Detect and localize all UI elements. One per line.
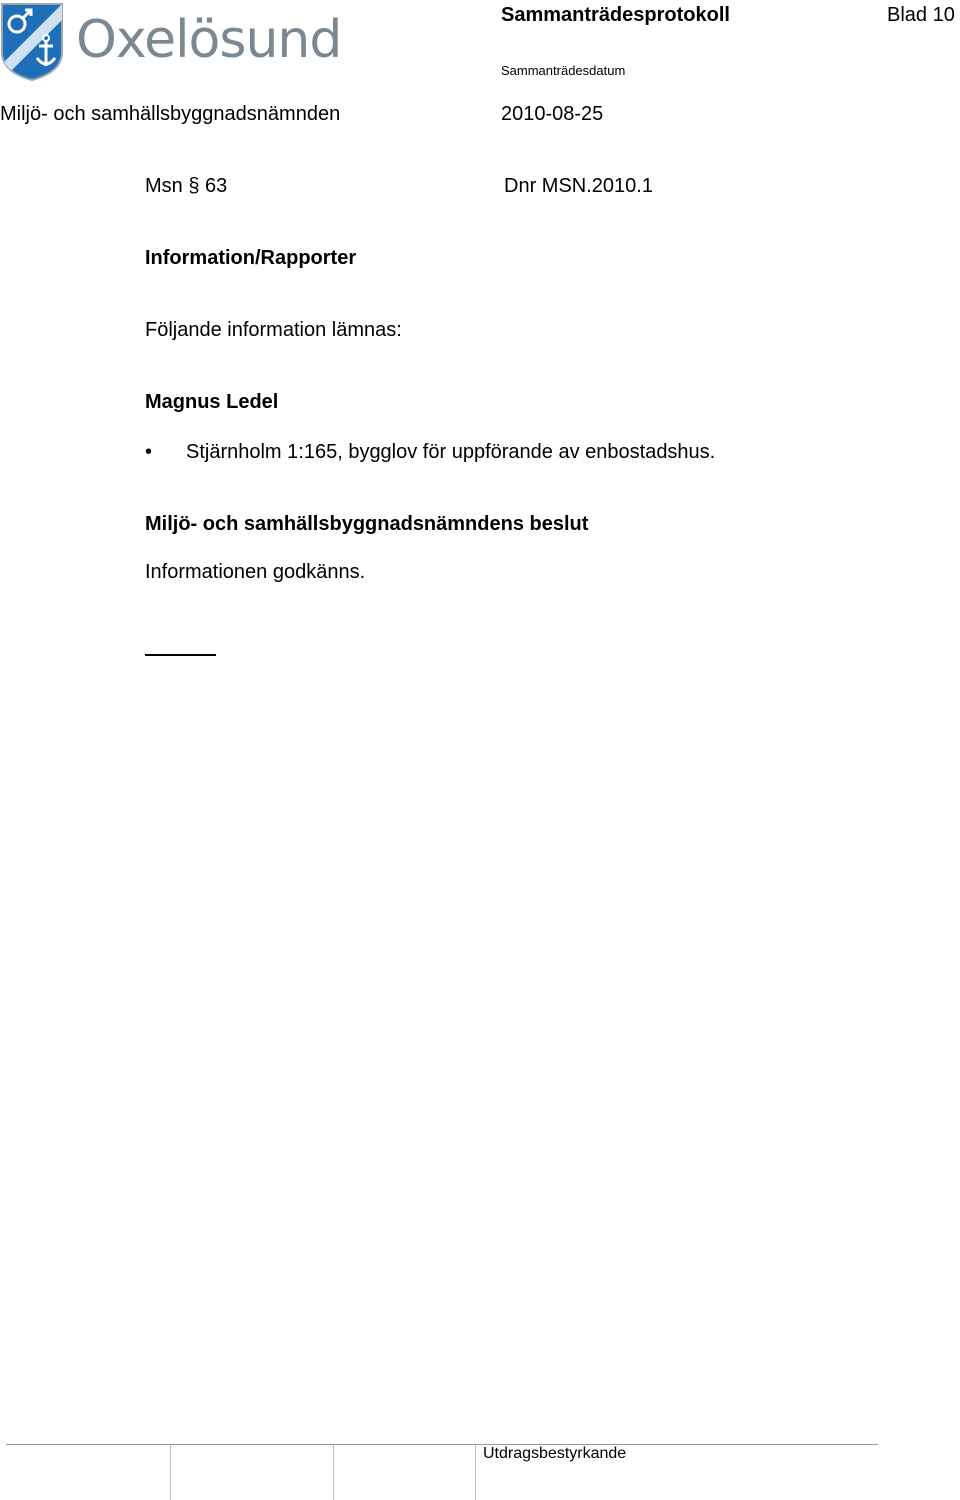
decision-heading: Miljö- och samhällsbyggnadsnämndens beslut (145, 513, 589, 535)
signature-cell (170, 1445, 171, 1500)
end-divider (145, 654, 216, 656)
presenter-name: Magnus Ledel (145, 391, 279, 413)
municipality-logo (0, 2, 340, 82)
section-title: Information/Rapporter (145, 247, 357, 269)
certification-label: Utdragsbestyrkande (483, 1445, 627, 1462)
meeting-date-label: Sammanträdesdatum (501, 63, 626, 78)
paragraph-reference: Msn § 63 (145, 175, 228, 197)
document-type: Sammanträdesprotokoll (501, 4, 730, 26)
meeting-date: 2010-08-25 (501, 103, 604, 125)
bullet-icon: • (145, 441, 153, 463)
signature-cell (475, 1445, 476, 1500)
committee-name: Miljö- och samhällsbyggnadsnämnden (0, 103, 341, 125)
list-item: Stjärnholm 1:165, bygglov för uppförande av enbostadshus. (186, 441, 716, 463)
footer-divider (6, 1444, 878, 1445)
logo-wordmark: Oxelösund (76, 10, 342, 70)
intro-text: Följande information lämnas: (145, 319, 402, 341)
page-number: Blad 10 (887, 4, 955, 26)
decision-text: Informationen godkänns. (145, 561, 366, 583)
case-number: Dnr MSN.2010.1 (504, 175, 653, 197)
signature-cell (333, 1445, 334, 1500)
coat-of-arms-icon (0, 2, 64, 82)
